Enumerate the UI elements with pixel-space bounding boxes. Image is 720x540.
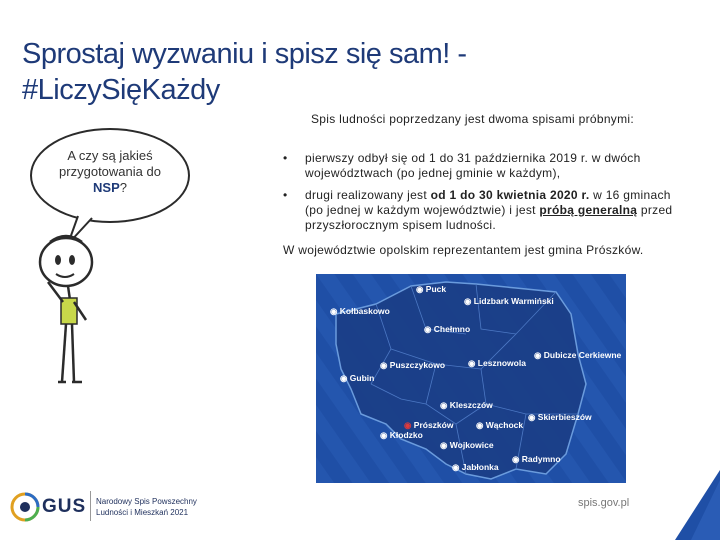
footer-divider [90,491,91,521]
map-label-skierbieszow: ◉ Skierbieszów [528,412,592,422]
bullet-marker: • [283,151,288,165]
map-label-klodzko: ◉ Kłodzko [380,430,423,440]
map-label-puszczykowo: ◉ Puszczykowo [380,360,446,370]
map-label-gubin: ◉ Gubin [340,373,375,383]
intro-text: Spis ludności poprzedzany jest dwoma spisami próbnymi: [310,112,634,126]
corner-decoration [655,470,720,540]
bullet-marker: • [283,188,288,202]
gus-logo-icon [10,492,40,522]
map-label-kolbaskowo: ◉ Kołbaskowo [330,306,390,316]
gus-logo-text: GUS [42,496,87,517]
map-label-kleszczow: ◉ Kleszczów [440,400,493,410]
page-title: Sprostaj wyzwaniu i spisz się sam! - #LiczySięKażdy [22,38,467,106]
map-label-jablonka: ◉ Jabłonka [452,462,499,472]
stick-figure-illustration [28,232,103,432]
nsp-logo-text: Narodowy Spis Powszechny Ludności i Mieszkań 2021 [96,497,197,517]
closing-text: W województwie opolskim reprezentantem jest gmina Prószków. [283,243,644,257]
bullet-text: pierwszy odbył się od 1 do 31 października 2019 r. w dwóch województwach (po jednej gminie w każdym), [305,151,641,180]
nsp-bold: NSP [93,180,120,195]
map-label-radymno: ◉ Radymno [512,454,561,464]
rehearsal-bold: próbą generalną [539,203,638,217]
date-range-bold: od 1 do 30 kwietnia 2020 r. [430,188,590,202]
map-label-chelmno: ◉ Chełmno [424,324,471,334]
map-label-dubicze: ◉ Dubicze Cerkiewne [534,350,622,360]
map-label-wachock: ◉ Wąchock [476,420,524,430]
bullet-text: drugi realizowany jest od 1 do 30 kwietnia 2020 r. w 16 gminach (po jednej w każdym województwie) i jest próbą generalną przed przyszłorocznym spisem ludności. [305,188,673,232]
footer-url[interactable]: spis.gov.pl [578,497,630,509]
map-label-puck: ◉ Puck [416,284,447,294]
map-label-lidzbark: ◉ Lidzbark Warmiński [464,296,554,306]
poland-map [316,274,626,483]
map-label-proszkow: ◉ Prószków [404,420,454,430]
map-label-wojkowice: ◉ Wojkowice [440,440,494,450]
bubble-question: A czy są jakieś przygotowania do NSP? [59,148,161,195]
map-label-lesznowola: ◉ Lesznowola [468,358,526,368]
